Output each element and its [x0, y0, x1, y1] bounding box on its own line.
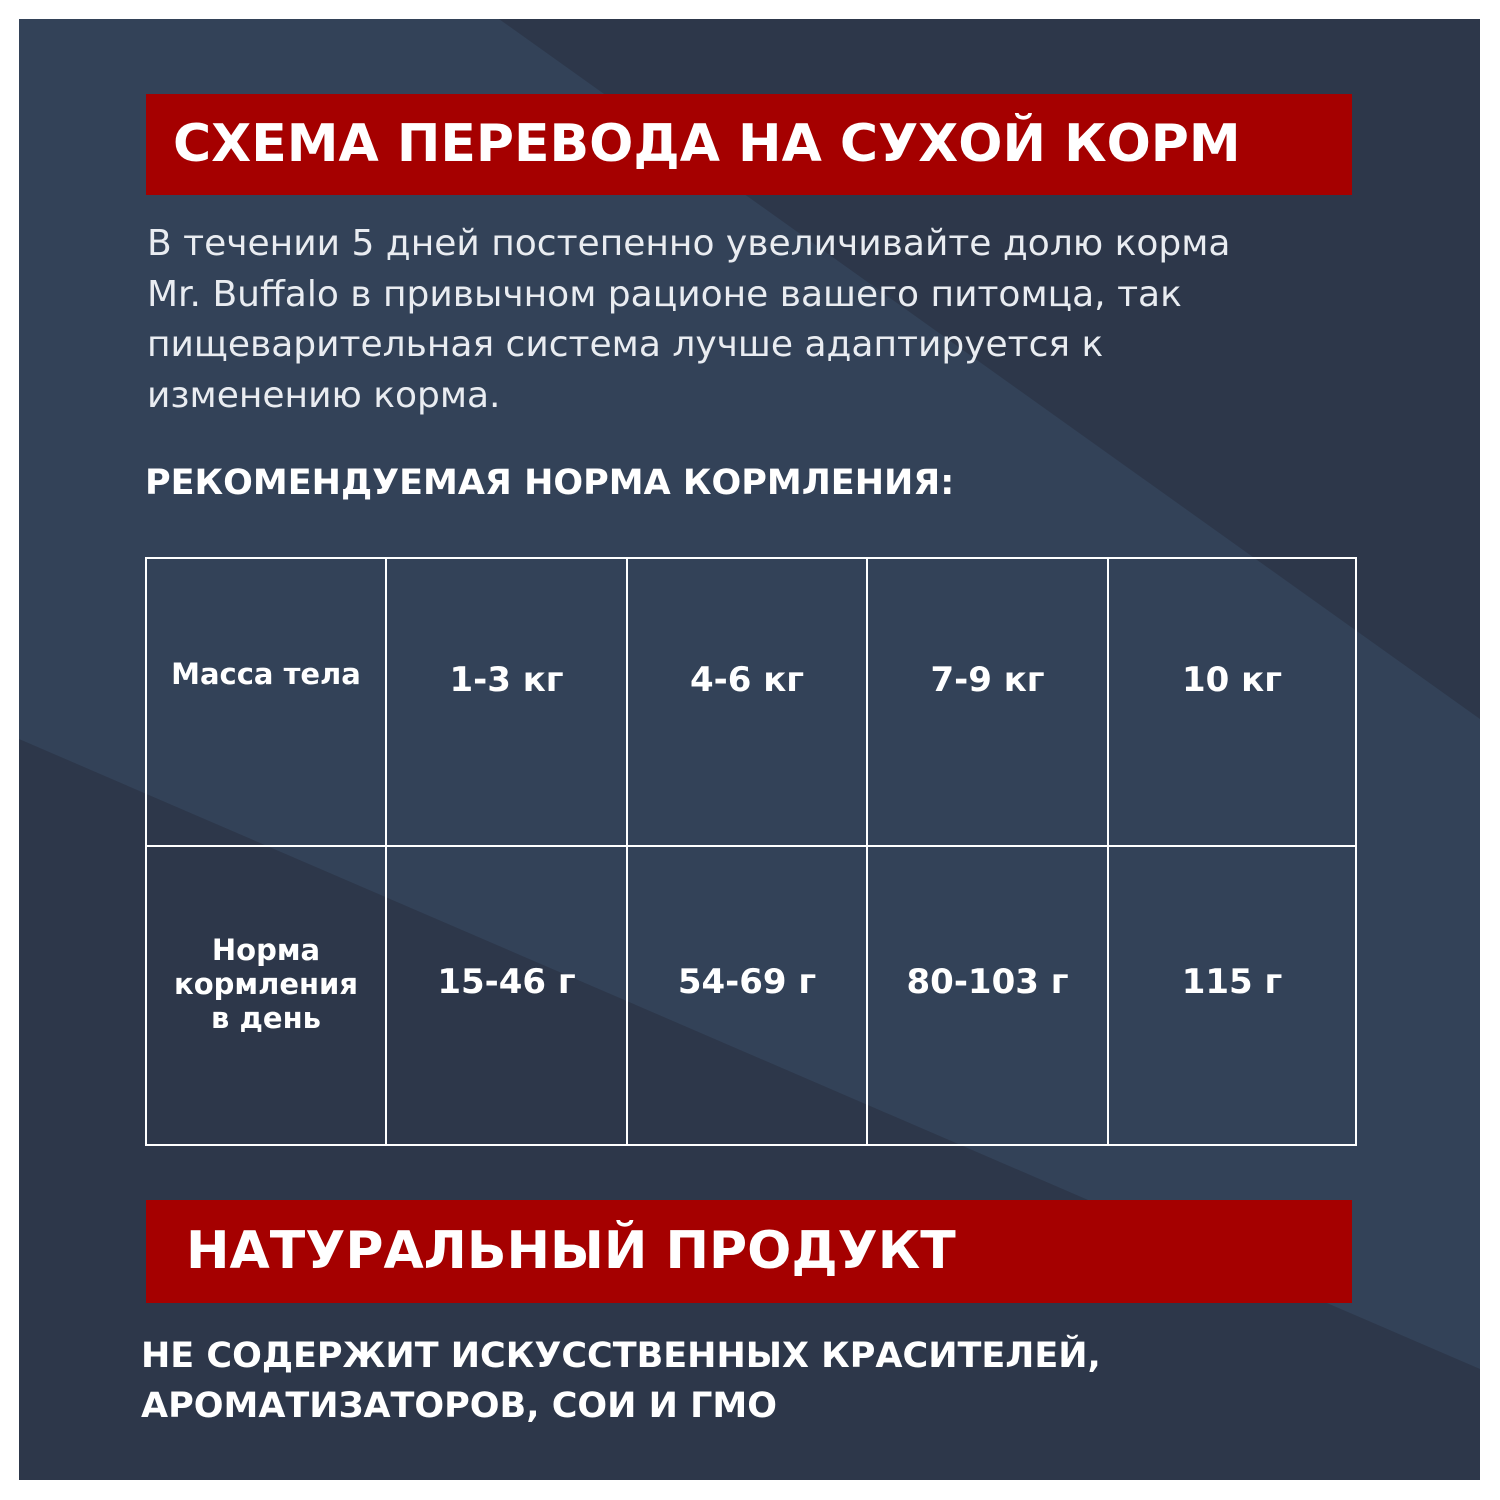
table-cell: 15-46 г: [386, 846, 627, 1145]
no-additives-text: НЕ СОДЕРЖИТ ИСКУССТВЕННЫХ КРАСИТЕЛЕЙ, АРОМАТИЗАТОРОВ, СОИ И ГМО: [141, 1336, 1101, 1426]
table-cell: 10 кг: [1108, 558, 1356, 846]
feeding-norm-heading: РЕКОМЕНДУЕМАЯ НОРМА КОРМЛЕНИЯ:: [145, 463, 955, 503]
table-cell: 1-3 кг: [386, 558, 627, 846]
table-cell: 80-103 г: [867, 846, 1108, 1145]
row-label-daily-norm: Норма кормления в день: [146, 846, 386, 1145]
table-row-daily-norm: [146, 846, 1356, 1145]
table-cell: 7-9 кг: [867, 558, 1108, 846]
transition-instructions: В течении 5 дней постепенно увеличивайте долю корма Mr. Buffalo в привычном рационе вашего питомца, так пищеварительная система лучше адаптируется к изменению корма.: [147, 223, 1231, 416]
row-label-body-weight: Масса тела: [146, 558, 386, 846]
table-row-body-weight: [146, 558, 1356, 846]
feeding-table: [145, 557, 1357, 1146]
natural-product-banner: НАТУРАЛЬНЫЙ ПРОДУКТ: [146, 1200, 1352, 1303]
table-cell: 54-69 г: [627, 846, 867, 1145]
table-cell: 4-6 кг: [627, 558, 867, 846]
transition-scheme-banner: СХЕМА ПЕРЕВОДА НА СУХОЙ КОРМ: [146, 94, 1352, 195]
table-cell: 115 г: [1108, 846, 1356, 1145]
info-panel: [19, 19, 1480, 1480]
